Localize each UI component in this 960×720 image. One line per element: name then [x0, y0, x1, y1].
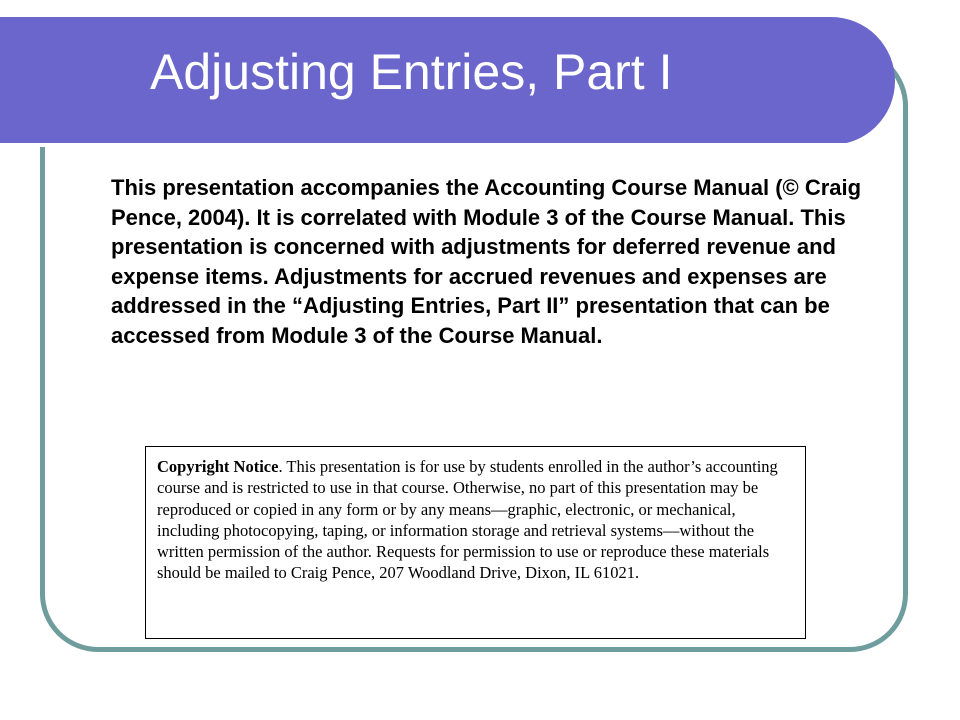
copyright-notice-text: . This presentation is for use by students enrolled in the author’s accounting course and is restricted to use in that course. Otherwise, no part of this presentation may be reproduced or copied in any form or by any means—graphic, electronic, or mechanical, including photocopying, taping, or information storage and retrieval systems—without the written permission of the author. Requests for permission to use or reproduce these materials should be mailed to Craig Pence, 207 Woodland Drive, Dixon, IL 61021. [157, 457, 778, 583]
title-underline [0, 143, 848, 147]
copyright-notice-box [145, 446, 806, 639]
slide-title: Adjusting Entries, Part I [150, 44, 673, 100]
slide-body-text: This presentation accompanies the Accounting Course Manual (© Craig Pence, 2004). It is correlated with Module 3 of the Course Manual. This presentation is concerned with adjustments for deferred revenue and expense items. Adjustments for accrued revenues and expenses are addressed in the “Adjusting Entries, Part II” presentation that can be accessed from Module 3 of the Course Manual. [111, 175, 862, 348]
copyright-notice-label: Copyright Notice [157, 457, 279, 476]
